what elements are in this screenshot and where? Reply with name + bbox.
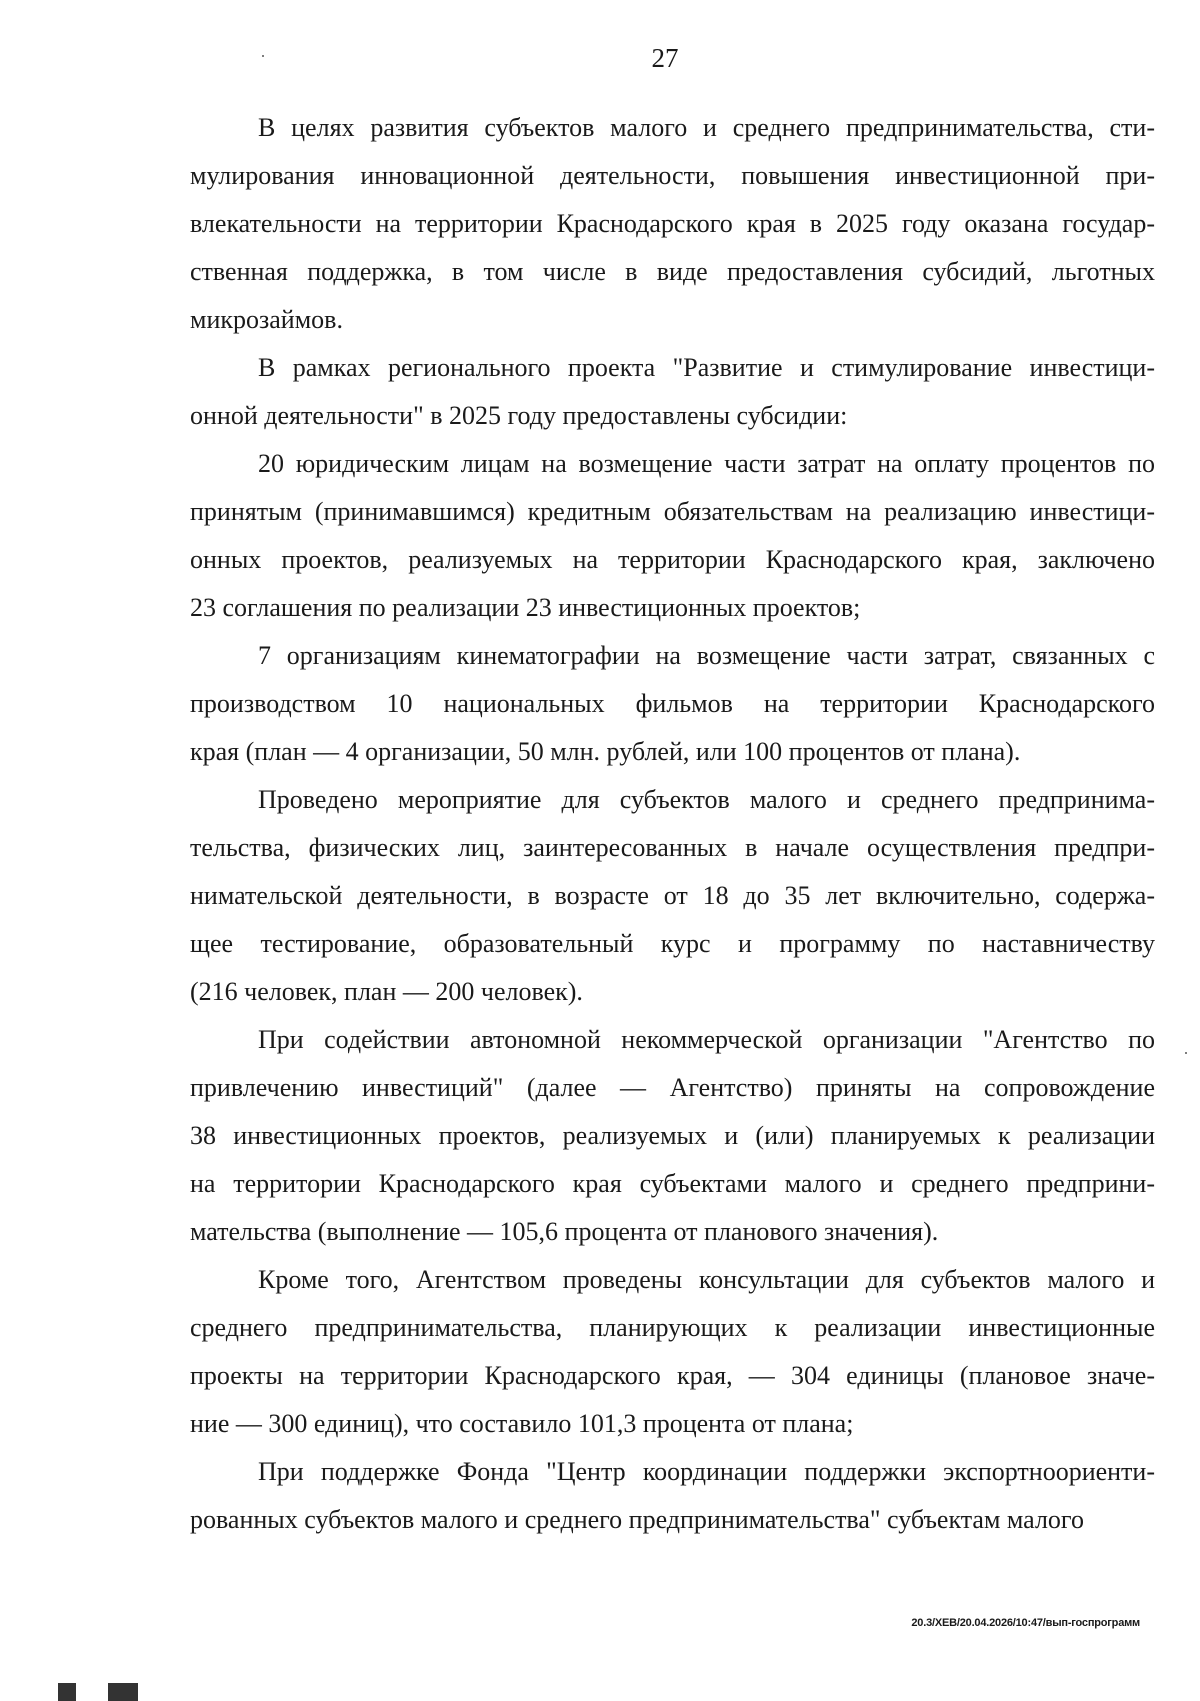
paragraph-line: ние — 300 единиц), что составило 101,3 процента от плана; (190, 1409, 854, 1438)
paragraph (190, 632, 1155, 776)
paragraph-line: производством 10 национальных фильмов на территории Краснодарского (190, 689, 1155, 718)
paragraph (190, 776, 1155, 1016)
page-number: 27 (651, 43, 679, 73)
paragraph-line: мулирования инновационной деятельности, повышения инвестиционной при- (190, 161, 1155, 190)
paragraph-line: 20 юридическим лицам на возмещение части затрат на оплату процентов по (258, 449, 1155, 478)
paragraph-line: онных проектов, реализуемых на территории Краснодарского края, заключено (190, 545, 1155, 574)
paragraph (190, 104, 1155, 344)
scan-speck (1185, 1052, 1187, 1054)
paragraph-line: При содействии автономной некоммерческой организации "Агентство по (258, 1025, 1155, 1054)
paragraph-line: ственная поддержка, в том числе в виде предоставления субсидий, льготных (190, 257, 1155, 286)
paragraph-line: В рамках регионального проекта "Развитие и стимулирование инвестици- (258, 353, 1155, 382)
paragraph (190, 344, 1155, 440)
paragraph-line: проекты на территории Краснодарского края, — 304 единицы (плановое значе- (190, 1361, 1155, 1390)
paragraph-line: микрозаймов. (190, 305, 343, 334)
paragraph-line: онной деятельности" в 2025 году предоставлены субсидии: (190, 401, 848, 430)
paragraph-line: Кроме того, Агентством проведены консультации для субъектов малого и (258, 1265, 1155, 1294)
paragraph-line: При поддержке Фонда "Центр координации поддержки экспортноориенти- (258, 1457, 1155, 1486)
paragraph-line: В целях развития субъектов малого и среднего предпринимательства, сти- (258, 113, 1155, 142)
paragraph-line: принятым (принимавшимся) кредитным обязательствам на реализацию инвестици- (190, 497, 1155, 526)
paragraph-line: щее тестирование, образовательный курс и программу по наставничеству (190, 929, 1155, 958)
paragraph-line: влекательности на территории Краснодарского края в 2025 году оказана государ- (190, 209, 1155, 238)
document-stamp: 20.3/ХЕВ/20.04.2026/10:47/вып-госпрограмм (911, 1617, 1140, 1629)
paragraph-line: нимательской деятельности, в возрасте от 18 до 35 лет включительно, содержа- (190, 881, 1155, 910)
paragraph-line: (216 человек, план — 200 человек). (190, 977, 583, 1006)
paragraph-line: на территории Краснодарского края субъектами малого и среднего предприни- (190, 1169, 1155, 1198)
paragraph-line: тельства, физических лиц, заинтересованных в начале осуществления предпри- (190, 833, 1155, 862)
paragraph-line: мательства (выполнение — 105,6 процента от планового значения). (190, 1217, 939, 1246)
paragraph-line: привлечению инвестиций" (далее — Агентство) приняты на сопровождение (190, 1073, 1155, 1102)
scan-speck (262, 55, 264, 57)
paragraph-line: 7 организациям кинематографии на возмещение части затрат, связанных с (258, 641, 1155, 670)
body-text (190, 104, 1155, 1544)
scan-edge-mark (58, 1683, 76, 1701)
paragraph-line: среднего предпринимательства, планирующих к реализации инвестиционные (190, 1313, 1155, 1342)
paragraph-line: рованных субъектов малого и среднего предпринимательства" субъектам малого (190, 1505, 1084, 1534)
paragraph (190, 440, 1155, 632)
paragraph-line: Проведено мероприятие для субъектов малого и среднего предпринима- (258, 785, 1155, 814)
paragraph-line: 23 соглашения по реализации 23 инвестиционных проектов; (190, 593, 861, 622)
paragraph-line: 38 инвестиционных проектов, реализуемых и (или) планируемых к реализации (190, 1121, 1155, 1150)
paragraph-line: края (план — 4 организации, 50 млн. рублей, или 100 процентов от плана). (190, 737, 1021, 766)
paragraph (190, 1016, 1155, 1256)
scan-edge-mark (108, 1683, 138, 1701)
paragraph (190, 1256, 1155, 1448)
paragraph (190, 1448, 1155, 1544)
